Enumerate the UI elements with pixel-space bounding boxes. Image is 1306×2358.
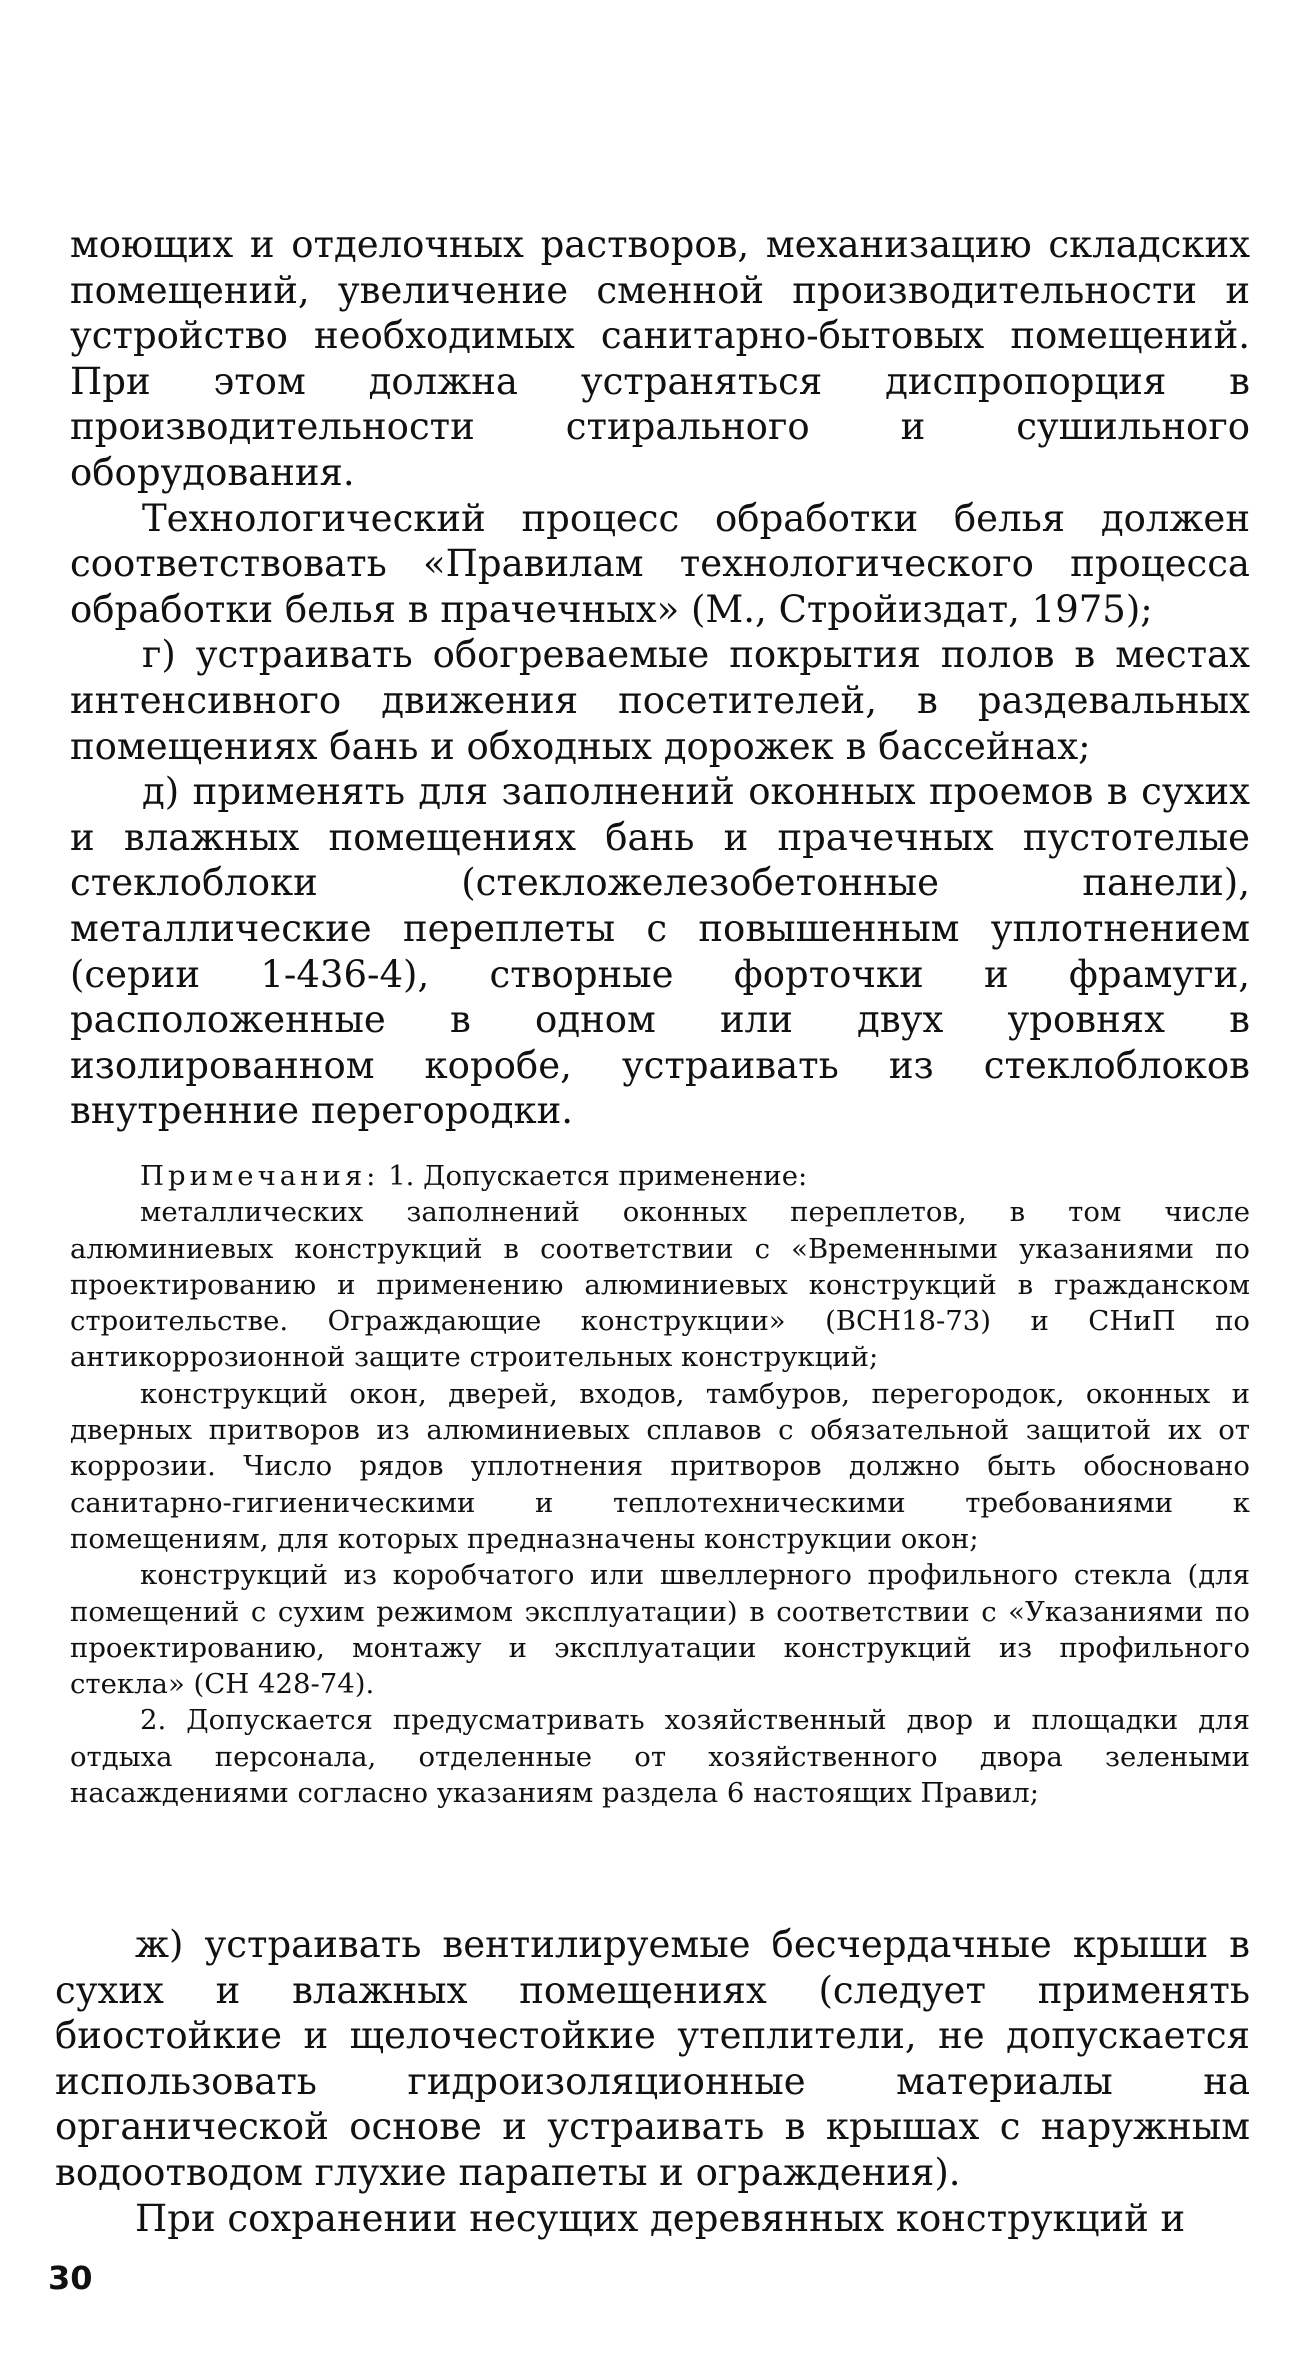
note-2: 2. Допускается предусматривать хозяйственный двор и площадки для отдыха персонала, отделенные от хозяйственного двора зелеными насаждениями согласно указаниям раздела 6 настоящих Правил;	[70, 1704, 1250, 1810]
notes-heading: Примечания:	[140, 1160, 380, 1192]
main-text	[70, 222, 1250, 1134]
note-1-aluminium-structures: конструкций окон, дверей, входов, тамбуров, перегородок, оконных и дверных притворов из алюминиевых сплавов с обязательной защитой их от коррозии. Число рядов уплотнения притворов должно быть обосновано санитарно-гигиеническими и теплотехническими требованиями к помещениям, для которых предназначены конструкции окон;	[70, 1377, 1250, 1555]
paragraph-final: При сохранении несущих деревянных конструкций и	[135, 2196, 1186, 2240]
note-1-intro	[70, 1158, 1250, 1194]
paragraph-technological-process: Технологический процесс обработки белья должен соответствовать «Правилам технологического процесса обработки белья в прачечных» (М., Стройиздат, 1975);	[70, 496, 1250, 631]
list-item-d: д) применять для заполнений оконных проемов в сухих и влажных помещениях бань и прачечных пустотелые стеклоблоки (стекложелезобетонные панели), металлические переплеты с повышенным уплотнением (серии 1-436-4), створные форточки и фрамуги, расположенные в одном или двух уровнях в изолированном коробе, устраивать из стеклоблоков внутренние перегородки.	[70, 770, 1250, 1133]
tail-text	[55, 1922, 1250, 2241]
note-1-metal-fillings: металлических заполнений оконных переплетов, в том числе алюминиевых конструкций в соответствии с «Временными указаниями по проектированию и применению алюминиевых конструкций в гражданском строительстве. Ограждающие конструкции» (ВСН18-73) и СНиП по антикоррозионной защите строительных конструкций;	[70, 1196, 1250, 1374]
paragraph-continuation: моющих и отделочных растворов, механизацию складских помещений, увеличение сменной производительности и устройство необходимых санитарно-бытовых помещений. При этом должна устраняться диспропорция в производительности стирального и сушильного оборудования.	[70, 223, 1250, 494]
list-item-g: г) устраивать обогреваемые покрытия полов в местах интенсивного движения посетителей, в раздевальных помещениях бань и обходных дорожек в бассейнах;	[70, 633, 1250, 768]
note-1-profile-glass: конструкций из коробчатого или швеллерного профильного стекла (для помещений с сухим режимом эксплуатации) в соответствии с «Указаниями по проектированию, монтажу и эксплуатации конструкций из профильного стекла» (СН 428-74).	[70, 1559, 1250, 1701]
notes-block	[70, 1158, 1250, 1811]
note-1-title: 1. Допускается применение:	[388, 1160, 808, 1192]
list-item-zh: ж) устраивать вентилируемые бесчердачные крыши в сухих и влажных помещениях (следует применять биостойкие и щелочестойкие утеплители, не допускается использовать гидроизоляционные материалы на органической основе и устраивать в крышах с наружным водоотводом глухие парапеты и ограждения).	[55, 1923, 1250, 2194]
page-number: 30	[48, 2259, 93, 2297]
